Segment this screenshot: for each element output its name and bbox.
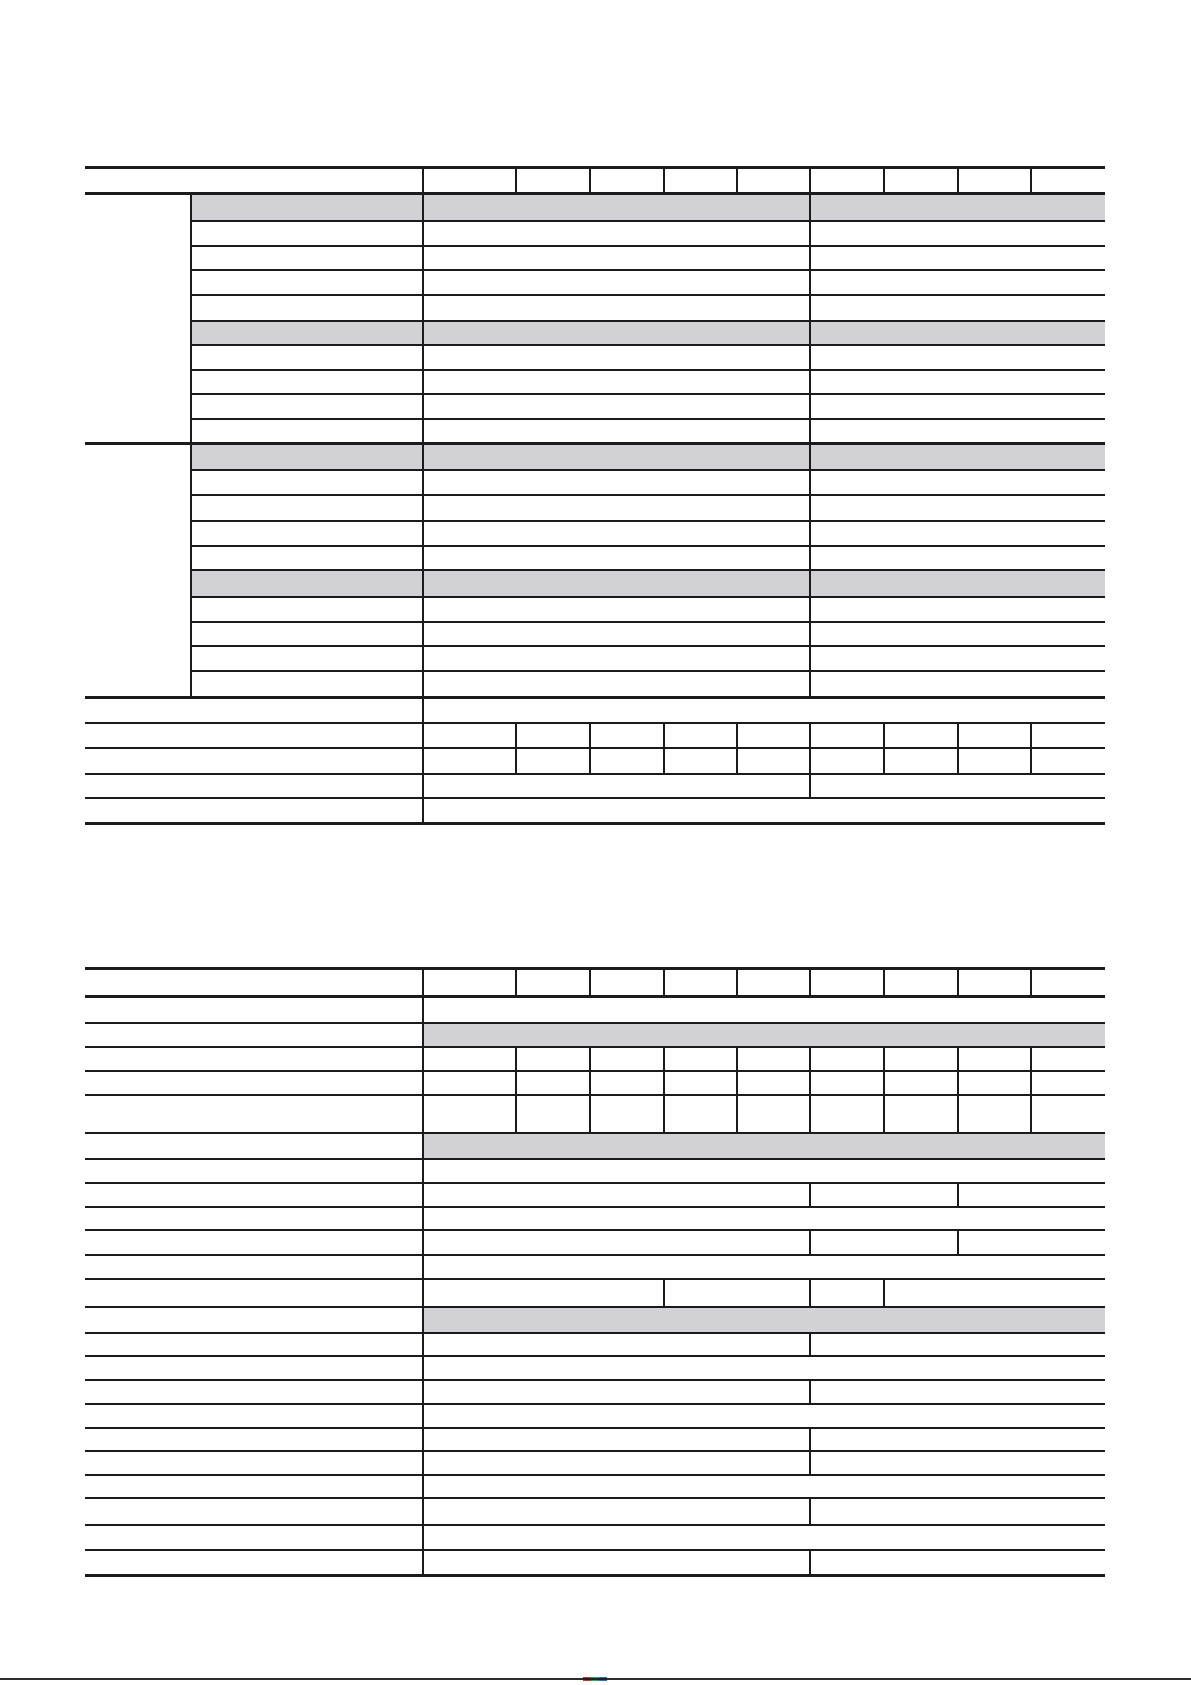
footer-rule [0,1678,1191,1680]
